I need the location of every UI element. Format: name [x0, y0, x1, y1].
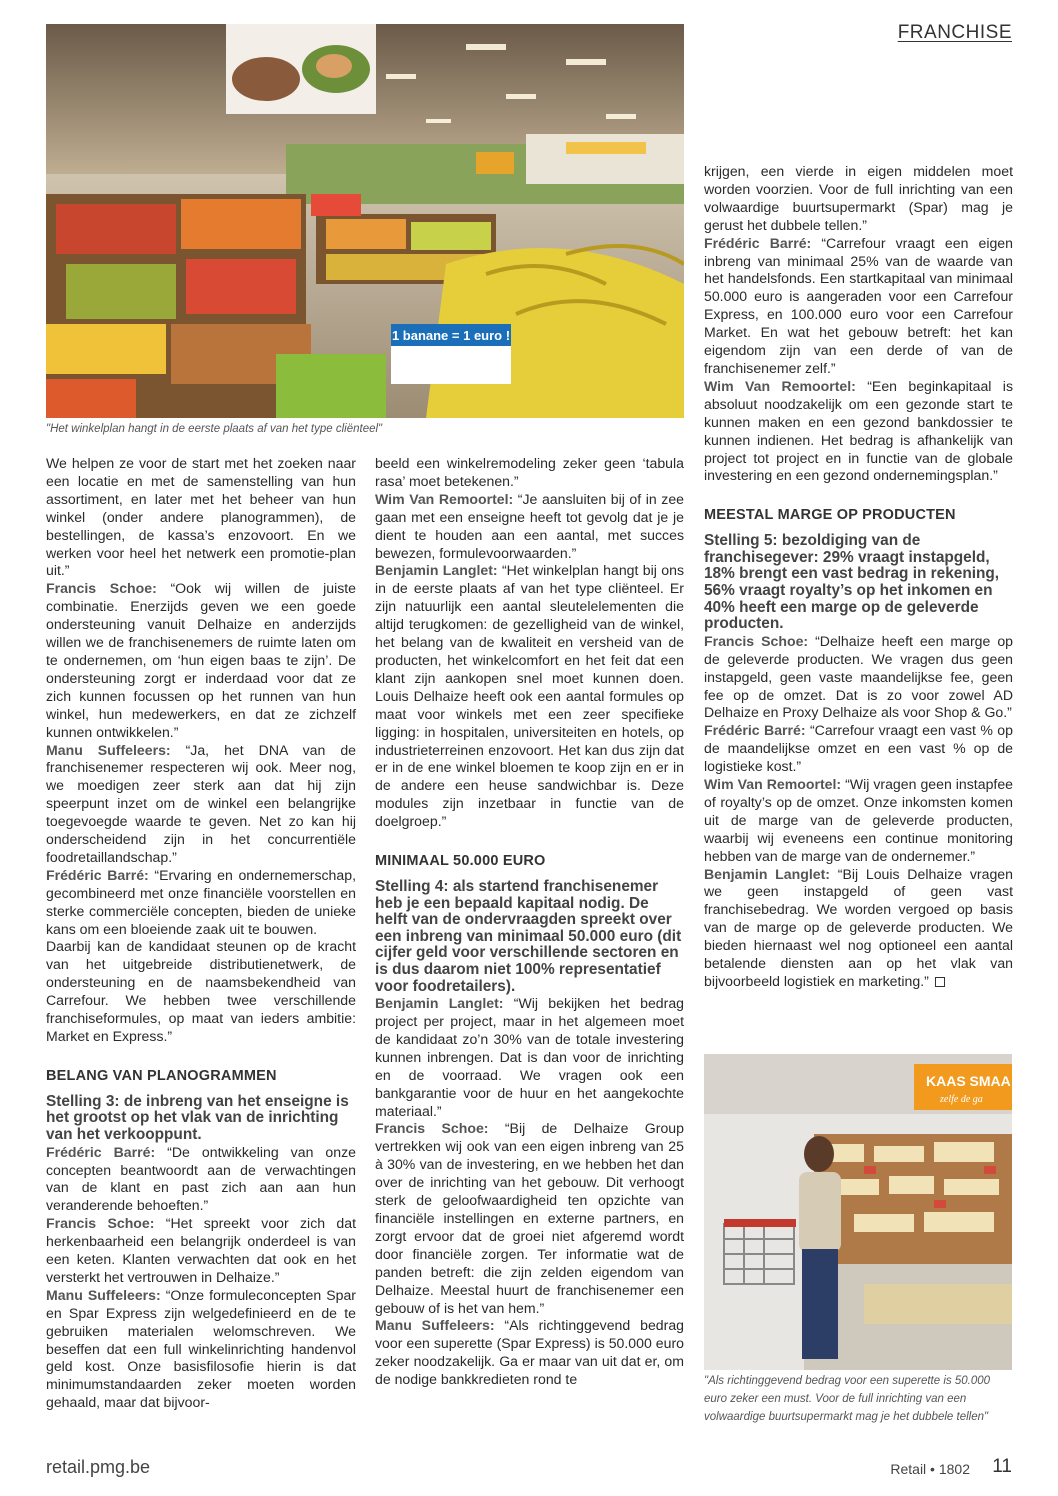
- paragraph: Benjamin Langlet: “Bij Louis Delhaize vragen we geen instapgeld of geen vast franchisebedrag. We worden vergoed op basis van de marge op de geleverde producten. We bieden hiernaast wel nog optioneel een aantal betalende diensten aan op het vlak van bijvoorbeeld logistiek en marketing.”: [704, 865, 1013, 989]
- paragraph: Manu Suffeleers: “Als richtinggevend bedrag voor een superette (Spar Express) is 50.000 euro zeker noodzakelijk. Ga er maar van uit dat er, om de nodige bankkredieten rond te: [375, 1317, 685, 1388]
- footer-url[interactable]: retail.pmg.be: [46, 1457, 151, 1477]
- speaker-name: Wim Van Remoortel:: [375, 490, 514, 507]
- footer-issue: Retail • 1802: [890, 1461, 970, 1477]
- paragraph: Frédéric Barré: “Carrefour vraagt een vast % op de maandelijkse omzet en een vast % op de logistieke kost.”: [704, 722, 1013, 775]
- section-heading: MEESTAL MARGE OP PRODUCTEN: [704, 507, 956, 524]
- paragraph: Wim Van Remoortel: “Wij vragen geen instapfee of royalty’s op de omzet. Onze inkomsten komen uit de marge van de geleverde producten, waarbij wij eveneens een continue monitoring hebben van de marge van de ondernemer.”: [704, 776, 1013, 864]
- paragraph: Francis Schoe: “Het spreekt voor zich dat herkenbaarheid een belangrijk onderdeel is van een keten. Klanten verwachten dat ook en het versterkt het vertrouwen in Delhaize.”: [46, 1215, 356, 1285]
- section-heading: MINIMAAL 50.000 EURO: [375, 853, 546, 870]
- paragraph: Daarbij kan de kandidaat steunen op de kracht van het uitgebreide distributienetwerk, de ondersteuning en de naamsbekendheid van Carrefour. We hebben twee verschillende franchiseformules, op maat van ieders ambitie: Market en Express.”: [46, 938, 356, 1044]
- speaker-name: Manu Suffeleers:: [375, 1317, 495, 1334]
- speaker-name: Francis Schoe:: [704, 632, 809, 649]
- paragraph: Benjamin Langlet: “Het winkelplan hangt bij ons in de eerste plaats af van het type cliënteel. Er zijn natuurlijk een aantal sleutelelementen die altijd terugkomen: de gezelligheid van de winkel, het belang van de kwaliteit en versheid van de producten, het winkelcomfort en het feit dat een klant zijn aankopen snel moet kunnen doen. Louis Delhaize heeft ook een aantal formules op maat voor winkels met een zeer specifieke ligging: in hospitalen, universiteiten en hotels, op industrieterreinen enzovoort. Het kan dus zijn dat er in de ene winkel bloemen te koop zijn en er in de andere een heuse sandwichbar is. Deze modules zijn inzetbaar in functie van de doelgroep.”: [375, 562, 684, 830]
- section-header: FRANCHISE: [897, 22, 1012, 43]
- photo-caption-bottom: "Als richtinggevend bedrag voor een superette is 50.000 euro zeker een must. Voor de full inrichting van een volwaardige buurtsupermarkt mag je het dubbele tellen": [704, 1375, 991, 1423]
- paragraph: Frédéric Barré: “De ontwikkeling van onze concepten beantwoordt aan de verwachtingen van de klant en past zich aan aan hun veranderende behoeften.”: [46, 1143, 356, 1214]
- supermarket-photo: [46, 24, 684, 418]
- speaker-name: Francis Schoe:: [46, 580, 157, 597]
- speaker-name: Benjamin Langlet:: [375, 995, 504, 1012]
- paragraph: Frédéric Barré: “Carrefour vraagt een eigen inbreng van minimaal 25% van de waarde van het handelsfonds. Een startkapitaal van minimaal 50.000 euro is aangeraden voor een Carrefour Express, en 100.000 euro voor een Carrefour Market. En wat het gebouw betreft: het kan eigendom zijn van een derde of van de franchisenemer zelf.”: [704, 234, 1013, 376]
- shopper-photo: [704, 1054, 1012, 1370]
- stelling: Stelling 4: als startend franchisenemer heb je een bepaald kapitaal nodig. De helft van de ondervraagden spreekt over een inbreng van minimaal 50.000 euro (dit cijfer geld voor verschillende sectoren en is dus daarom niet 100% representatief voor foodretailers).: [375, 877, 682, 995]
- text-column-3: [704, 163, 1013, 991]
- speaker-name: Manu Suffeleers:: [46, 741, 171, 758]
- speaker-name: Benjamin Langlet:: [375, 562, 498, 579]
- paragraph: We helpen ze voor de start met het zoeken naar een locatie en met de samenstelling van hun assortiment, en later met het beheer van hun winkel (onder andere planogrammen), de bestellingen, de kassa’s enzovoort. En we werken voor heel het netwerk een promotie-plan uit.”: [46, 455, 356, 579]
- paragraph: Wim Van Remoortel: “Een beginkapitaal is absoluut noodzakelijk om een gezonde start te kunnen maken en een gezond bankdossier te kunnen indienen. Het bedrag is afhankelijk van project tot project en in functie van de globale investering en een gezond ondernemingsplan.”: [704, 377, 1013, 484]
- page-number: 11: [992, 1456, 1012, 1477]
- speaker-name: Benjamin Langlet:: [704, 865, 830, 882]
- text-column-1: [46, 455, 356, 1412]
- paragraph: Wim Van Remoortel: “Je aansluiten bij of in zee gaan met een enseigne heeft tot gevolg dat je je dient te houden aan een aantal, met succes bewezen, formulevoorwaarden.”: [375, 490, 685, 561]
- paragraph: Frédéric Barré: “Ervaring en ondernemerschap, gecombineerd met onze financiële voorstellen en sterke commerciële concepten, bieden de unieke kans om een bloeiende zaak uit te bouwen.: [46, 866, 356, 937]
- speaker-name: Manu Suffeleers:: [46, 1286, 161, 1303]
- speaker-name: Frédéric Barré:: [704, 234, 812, 251]
- speaker-name: Francis Schoe:: [46, 1215, 155, 1232]
- cheese-sign-text: KAAS SMAA: [926, 1073, 1011, 1089]
- paragraph: krijgen, een vierde in eigen middelen moet worden voorzien. Voor de full inrichting van een volwaardige buurtsupermarkt (Spar) mag je gerust het dubbele tellen.”: [704, 163, 1013, 233]
- speaker-name: Wim Van Remoortel:: [704, 377, 856, 394]
- text-column-2: [375, 455, 684, 1389]
- section-heading: BELANG VAN PLANOGRAMMEN: [46, 1067, 277, 1084]
- speaker-name: Frédéric Barré:: [704, 722, 806, 739]
- cheese-sign-subtext: zelfe de ga: [940, 1094, 983, 1105]
- speaker-name: Frédéric Barré:: [46, 866, 149, 883]
- stelling: Stelling 3: de inbreng van het enseigne is het grootst op het vlak van de inrichting van het verkooppunt.: [46, 1092, 349, 1143]
- speaker-name: Frédéric Barré:: [46, 1143, 156, 1160]
- stelling: Stelling 5: bezoldiging van de franchisegever: 29% vraagt instapgeld, 18% brengt een vast bedrag in rekening, 56% vraagt royalty’s op het inkomen en 40% heeft een marge op de geleverde producten.: [704, 532, 1000, 633]
- banana-sign-text: 1 banane = 1 euro !: [391, 328, 511, 343]
- end-mark-icon: [935, 977, 945, 987]
- paragraph: Manu Suffeleers: “Ja, het DNA van de franchisenemer respecteren wij ook. Meer nog, we moedigen zeer sterk aan dat hij zijn speerpunt inzet om de winkel een belangrijke toegevoegde waarde te geven. Net zo kan hij onderscheidend zijn in het concurrentiële foodretaillandschap.”: [46, 741, 356, 865]
- photo-caption-top: "Het winkelplan hangt in de eerste plaats af van het type cliënteel": [46, 423, 383, 435]
- paragraph: Francis Schoe: “Ook wij willen de juiste combinatie. Enerzijds geven we een goede ondersteuning vanuit Delhaize en anderzijds willen we de franchisenemers de ruimte laten om te ondernemen, om ‘hun eigen baas te zijn’. De ondersteuning zorgt er inderdaad voor dat ze zich kunnen focussen op het runnen van hun winkel, hun medewerkers, en dat ze zichzelf kunnen ontwikkelen.”: [46, 580, 357, 740]
- speaker-name: Wim Van Remoortel:: [704, 776, 842, 793]
- paragraph: Francis Schoe: “Delhaize heeft een marge op de geleverde producten. We vragen dus geen instapgeld, geen vaste maandelijkse fee, geen fee op de omzet. Dat is zo voor zowel AD Delhaize en Proxy Delhaize als voor Shop & Go.”: [704, 632, 1013, 721]
- paragraph: Benjamin Langlet: “Wij bekijken het bedrag project per project, maar in het algemeen moet de kandidaat zo’n 30% van de totale investering kunnen inbrengen. Dat is dan voor de inrichting en de voorraad. We vragen ook een bankgarantie voor de huur en het aangekochte materiaal.”: [375, 995, 684, 1119]
- paragraph: Francis Schoe: “Bij de Delhaize Group vertrekken wij ook van een eigen inbreng van 25 à 30% van de investering, en we hebben het dan over de inrichting van het gebouw. Dit verhoogt sterk de geloofwaardigheid ten opzichte van financiële instellingen en externe partners, en zorgt ervoor dat de groei niet afgeremd wordt door financiële zorgen. Ter informatie wat de panden betreft: die zijn zelden eigendom van Delhaize. Meestal huurt de franchisenemer een gebouw of is het van hem.”: [375, 1120, 684, 1316]
- paragraph: beeld een winkelremodeling zeker geen ‘tabula rasa’ moet betekenen.”: [375, 455, 684, 489]
- speaker-name: Francis Schoe:: [375, 1120, 489, 1137]
- paragraph: Manu Suffeleers: “Onze formuleconcepten Spar en Spar Express zijn welgedefinieerd en de te gebruiken materialen welomschreven. We beseffen dat een full winkelinrichting handenvol geld kost. Onze basisfilosofie hierin is dat minimumstandaarden zeker moeten worden gehaald, maar dat bijvoor-: [46, 1286, 356, 1411]
